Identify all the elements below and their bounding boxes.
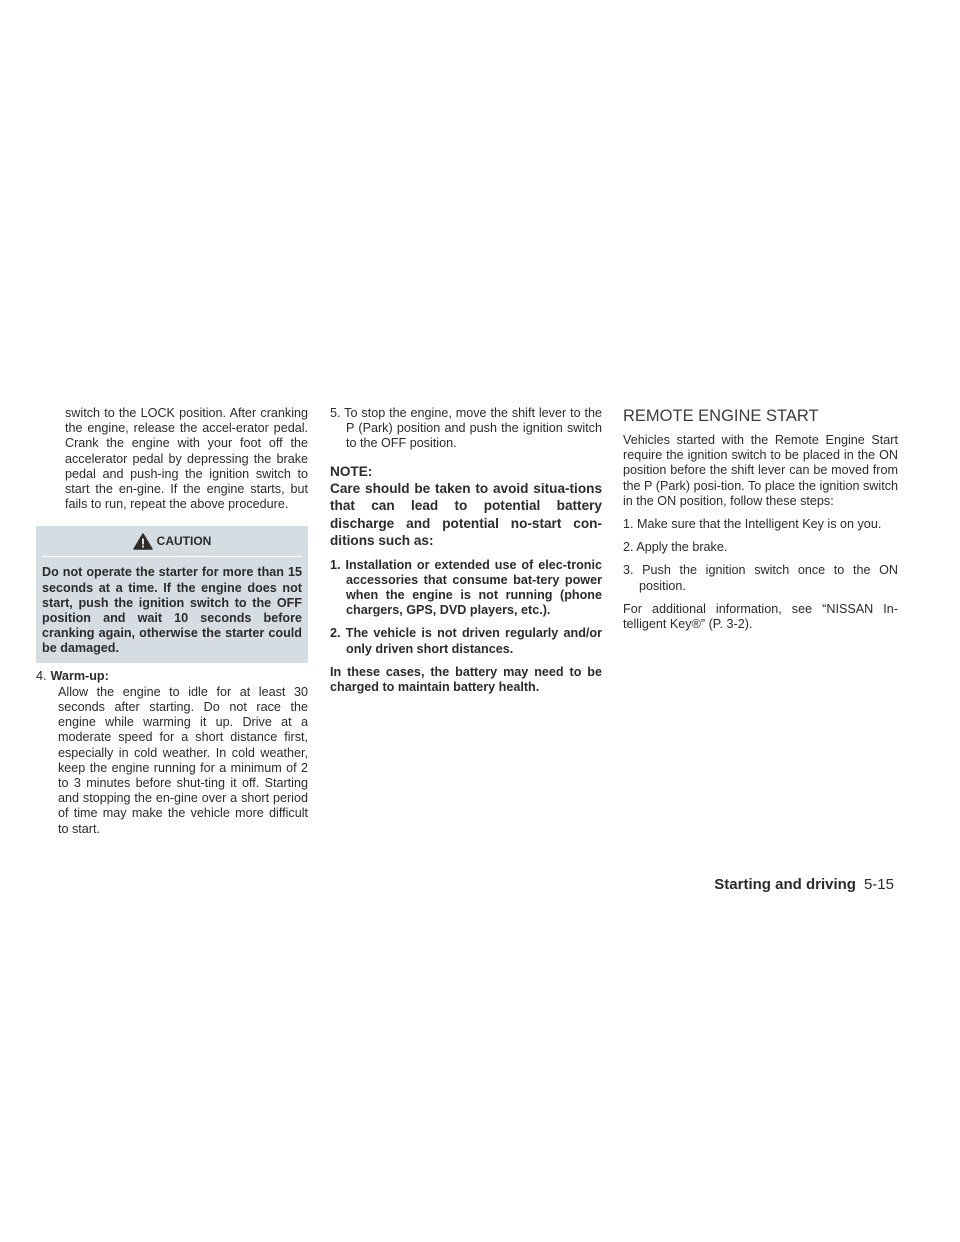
step-4 <box>36 669 308 684</box>
caution-box <box>36 526 308 662</box>
column-1 <box>36 406 308 837</box>
caution-header <box>36 532 308 550</box>
column-3 <box>623 406 898 632</box>
note-subtitle: Care should be taken to avoid situa-tions that can lead to potential battery discharge and potential no-start con-ditions such as: <box>330 481 602 549</box>
step-4-text: Allow the engine to idle for at least 30 seconds after starting. Do not race the engine while warming it up. Drive at a moderate speed for a short distance first, especially in cold weather. In cold weather, keep the engine running for a minimum of 2 to 3 minutes before shut-ting it off. Starting and stopping the en-gine over a short period of time may make the vehicle more difficult to start. <box>58 684 308 836</box>
caution-text: Do not operate the starter for more than 15 seconds at a time. If the engine does not start, push the ignition switch to the OFF position and wait 10 seconds before cranking again, otherwise the starter could be damaged. <box>42 556 302 656</box>
warning-icon <box>133 533 153 550</box>
note-title: NOTE: <box>330 463 373 479</box>
remote-step-2: 2. Apply the brake. <box>623 540 728 555</box>
remote-step-3: 3. Push the ignition switch once to the ON position. <box>623 563 898 593</box>
remote-start-intro: Vehicles started with the Remote Engine Start require the ignition switch to be placed in the ON position before the shift lever can be moved from the P (Park) posi-tion. To place the ignition switch in the ON position, follow these steps: <box>623 433 898 508</box>
note-item-2: 2. The vehicle is not driven regularly and/or only driven short distances. <box>330 626 602 656</box>
column-2 <box>330 406 602 695</box>
page-number: 5-15 <box>863 876 894 893</box>
note-list <box>330 558 602 657</box>
section-name: Starting and driving <box>714 876 856 893</box>
note-item-1: 1. Installation or extended use of elec-tronic accessories that consume bat-tery power when the engine is not running (phone chargers, GPS, DVD players, etc.). <box>330 557 602 618</box>
step-4-number: 4. <box>36 668 47 683</box>
additional-info: For additional information, see “NISSAN In-telligent Key®” (P. 3-2). <box>623 601 898 632</box>
remote-step-1: 1. Make sure that the Intelligent Key is on you. <box>623 517 882 532</box>
caution-title: CAUTION <box>156 533 212 548</box>
section-heading: REMOTE ENGINE START <box>623 407 819 425</box>
page-footer <box>714 876 894 893</box>
step-5: 5. To stop the engine, move the shift lever to the P (Park) position and push the ignition switch to the OFF position. <box>330 406 602 451</box>
step-4-title: Warm-up: <box>50 668 109 683</box>
note-closing: In these cases, the battery may need to be charged to maintain battery health. <box>330 664 602 695</box>
paragraph-start-procedure: switch to the LOCK position. After cranking the engine, release the accel-erator pedal. Crank the engine with your foot off the accelerator pedal by depressing the brake pedal and push-ing the ignition switch to start the en-gine. If the engine starts, but fails to run, repeat the above procedure. <box>65 406 308 512</box>
